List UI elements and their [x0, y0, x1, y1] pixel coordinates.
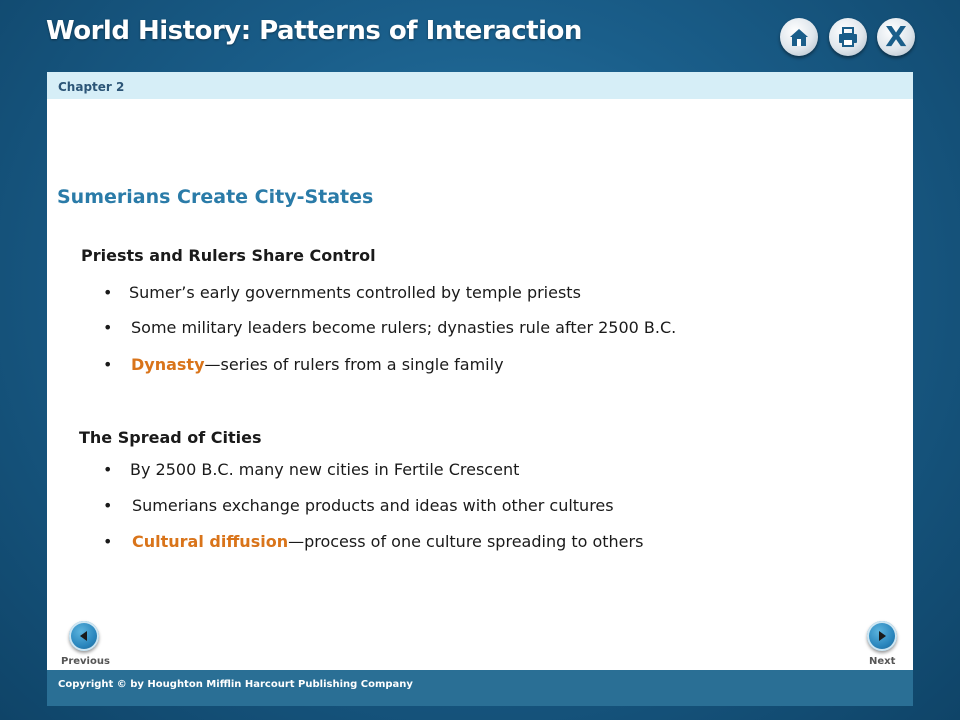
print-button[interactable] [829, 18, 867, 56]
term: Cultural diffusion [132, 532, 289, 551]
list-item [103, 460, 519, 479]
previous-arrow-icon [77, 629, 91, 643]
term: Dynasty [131, 355, 205, 374]
home-button[interactable] [780, 18, 818, 56]
next-arrow-icon [875, 629, 889, 643]
bullet-text: Sumerians exchange products and ideas with other cultures [132, 496, 614, 515]
home-icon [787, 25, 811, 49]
bullet-dot: • [103, 355, 113, 374]
list-item [103, 496, 614, 515]
list-item [103, 532, 643, 551]
chapter-label: Chapter 2 [58, 80, 125, 94]
list-item [103, 318, 676, 337]
bullet-text: Sumer’s early governments controlled by temple priests [129, 283, 581, 302]
previous-button[interactable] [69, 621, 99, 651]
bullet-dot: • [103, 532, 113, 551]
bullet-dot: • [103, 460, 113, 479]
chapter-bar [47, 72, 913, 99]
subsection-heading: The Spread of Cities [79, 428, 262, 447]
next-button[interactable] [867, 621, 897, 651]
bullet-text: —series of rulers from a single family [204, 355, 504, 374]
next-label[interactable]: Next [869, 656, 896, 667]
bullet-dot: • [103, 496, 113, 515]
bullet-dot: • [103, 318, 113, 337]
bullet-dot: • [103, 283, 113, 302]
app-title: World History: Patterns of Interaction [46, 16, 582, 46]
previous-label[interactable]: Previous [61, 656, 110, 667]
subsection-heading: Priests and Rulers Share Control [81, 246, 376, 265]
print-icon [836, 25, 860, 49]
section-title: Sumerians Create City-States [57, 186, 374, 208]
copyright-text: Copyright © by Houghton Mifflin Harcourt Publishing Company [58, 679, 413, 690]
content-panel [47, 72, 913, 670]
exit-icon: X [885, 20, 907, 53]
exit-button[interactable] [877, 18, 915, 56]
bullet-text: —process of one culture spreading to others [288, 532, 644, 551]
list-item [103, 355, 504, 374]
bullet-text: Some military leaders become rulers; dynasties rule after 2500 B.C. [131, 318, 677, 337]
footer [47, 670, 913, 706]
bullet-text: By 2500 B.C. many new cities in Fertile Crescent [130, 460, 520, 479]
list-item [103, 283, 581, 302]
